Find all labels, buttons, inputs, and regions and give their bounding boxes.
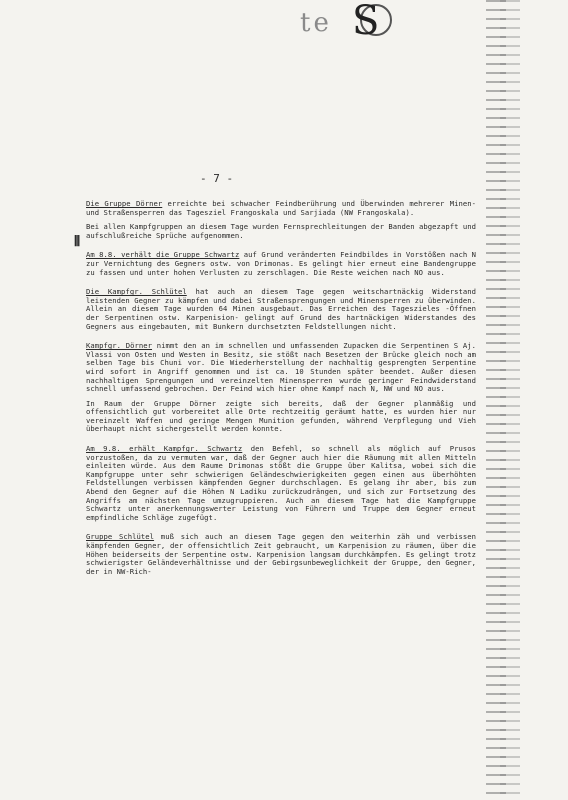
archive-stamp [300, 0, 420, 44]
paragraph-lead: Am 8.8. verhält die Gruppe Schwartz [86, 250, 240, 260]
paragraph-lead: Die Kampfgr. Schlütel [86, 287, 187, 297]
paragraph-lead: Kampfgr. Dörner [86, 341, 153, 351]
paragraph-text: hat auch an diesem Tage gegen weitschartnäckig Widerstand leistenden Gegner zu kämpfen und dabei Straßensprengungen und Minensperren zu überwinden. Allein an diesem Tage wurden 64 Minen ausgebaut. Das Erreichen des Tageszieles -Öffnen der Serpentinen ostw. Karpenision- gelingt auf Grund des hartnäckigen Widerstandes des Gegners aus eingebauten, mit Bunkern durchsetzten Feldstellungen nicht. [86, 287, 481, 331]
paragraph-text: den Befehl, so schnell als möglich auf Prusos vorzustoßen, da zu vermuten war, daß der Gegner auch hier die Räumung mit allen Mitteln einleiten würde. Aus dem Raume Drimonas stößt die Gruppe über Kalitsa, wobei sich die Kampfgruppe unter sehr schwierigen Geländeschwierigkeiten gegen einen aus überhöhten Feldstellungen verbissen kämpfenden Gegner durchschlagen. Es gelang ihr aber, bis zum Abend den Gegner auf die Höhen N Ladiku zurückzudrängen, und sich zur Fortsetzung des Angriffs am nächsten Tage umzugruppieren. Auch an diesem Tage hat die Kampfgruppe Schwartz unter anerkennungswerter Leistung von Führern und Truppe dem Gegner erneut empfindliche Schläge zugefügt. [86, 444, 481, 522]
stamp-mark: S [352, 0, 383, 44]
page-number: - 7 - [200, 172, 234, 185]
paragraph-text: In Raum der Gruppe Dörner zeigte sich bereits, daß der Gegner planmäßig und offensichtlich gut vorbereitet alle Orte rechtzeitig geräumt hatte, es wurden hier nur vereinzelt Waffen und geringe Mengen Munition gefunden, während Verpflegung und Vieh überhaupt nicht sichergestellt werden konnte. [86, 398, 481, 434]
paragraph-7 [86, 444, 481, 522]
paragraph-5 [86, 341, 481, 394]
margin-mark: ⦀ [74, 234, 81, 250]
stamp-text: te [300, 8, 332, 38]
paragraph-text: erreichte bei schwacher Feindberührung und Überwinden mehrerer Minen- und Straßensperren das Tagesziel Frangoskala und Sarjiada (NW Frangoskala). [86, 199, 481, 217]
paragraph-lead: Die Gruppe Dörner [86, 199, 163, 208]
document-body [86, 199, 481, 582]
paragraph-1 [86, 199, 481, 217]
binding-holes-right [500, 0, 520, 800]
paragraph-4 [86, 287, 481, 331]
paragraph-lead: Gruppe Schlütel [86, 532, 155, 542]
paragraph-text: Bei allen Kampfgruppen an diesem Tage wurden Fernsprechleitungen der Banden abgezapft und aufschlußreiche Sprüche aufgenommen. [86, 222, 481, 240]
paragraph-text: muß sich auch an diesem Tage gegen den weiterhin zäh und verbissen kämpfenden Gegner, der offensichtlich Zeit gebraucht, um Karpenision zu räumen, über die Höhen beiderseits der Serpentine ostw. Karpenision langsam durchkämpfen. Es gelingt trotz schwierigster Geländeverhältnisse und der Gebirgsunbeweglichkeit der Gruppe, den Gegner, der in NW-Rich- [86, 532, 481, 576]
paragraph-lead: Am 9.8. erhält Kampfgr. Schwartz [86, 444, 243, 454]
paragraph-8 [86, 532, 481, 576]
paragraph-3 [86, 250, 481, 277]
paragraph-text: nimmt den an im schnellen und umfassenden Zupacken die Serpentinen S Aj. Vlassi von Osten und Westen in Besitz, sie stößt nach Besetzen der Brücke gleich noch am selben Tage bis Chuni vor. Die Wiederherstellung der nachhaltig gesprengten Serpentine wird sofort in Angriff genommen und ist ca. 10 Stunden später beendet. Außer diesen nachhaltigen Sprengungen und vereinzelten Minensperren wurde geringer Feindwiderstand schnell umfassend gebrochen. Der Feind wich hier ohne Kampf nach N, NW und NO aus. [86, 341, 481, 394]
paragraph-2 [86, 222, 481, 240]
paragraph-text: auf Grund veränderten Feindbildes in Vorstößen nach N zur Vernichtung des Gegners ostw. von Drimonas. Es gelingt hier erneut eine Bandengruppe zu fassen und unter hohen Verlusten zu zerschlagen. Die Reste weichen nach NO aus. [86, 250, 481, 277]
paragraph-6 [86, 398, 481, 434]
